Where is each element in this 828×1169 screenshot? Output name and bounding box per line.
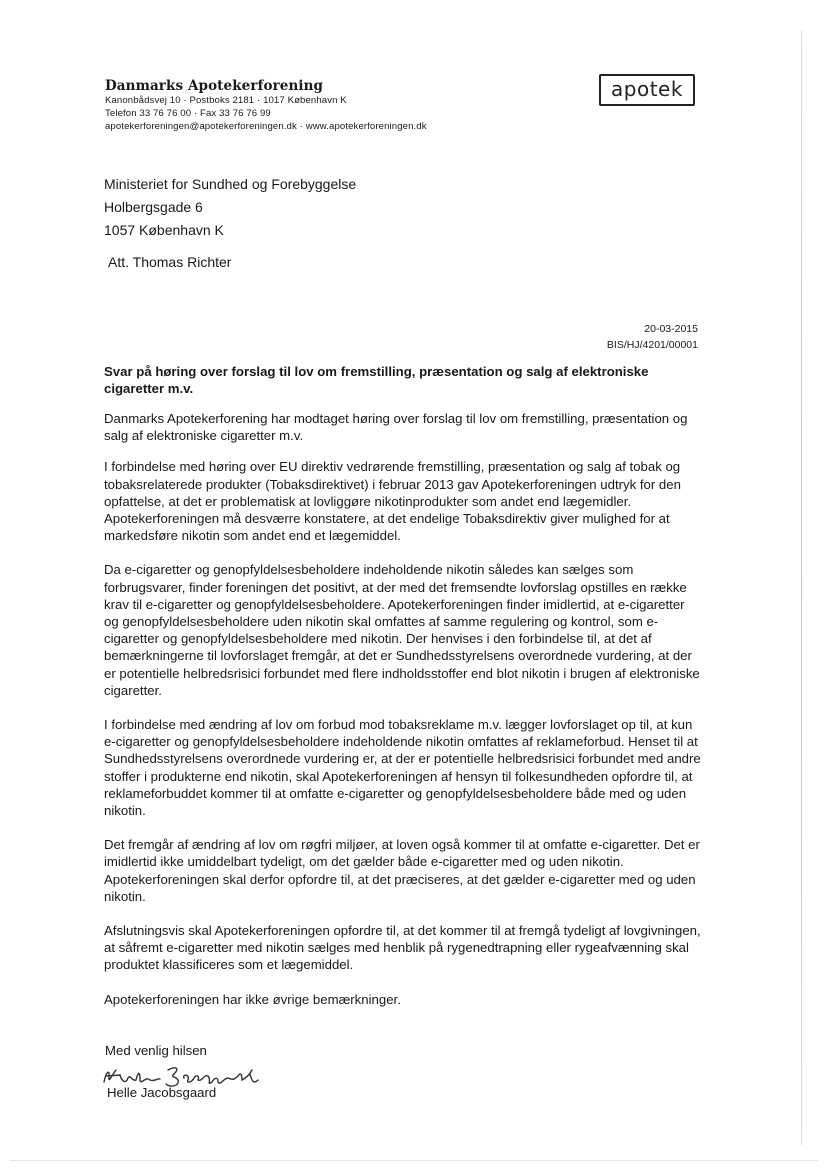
- body-paragraph: Apotekerforeningen har ikke øvrige bemærkninger.: [104, 991, 401, 1007]
- sender-address: Kanonbådsvej 10 · Postboks 2181 · 1017 København K: [105, 95, 347, 106]
- body-paragraph: Danmarks Apotekerforening har modtaget høring over forslag til lov om fremstilling, præsentation og salg af elektroniske cigaretter m.v.: [104, 411, 688, 444]
- sender-contact: apotekerforeningen@apotekerforeningen.dk · www.apotekerforeningen.dk: [105, 121, 427, 132]
- recipient-address: [104, 173, 356, 242]
- sender-name: Danmarks Apotekerforening: [105, 78, 324, 94]
- body-paragraph: I forbindelse med ændring af lov om forbud mod tobaksreklame m.v. lægger lovforslaget op til, at kun e-cigaretter og genopfyldelsesbeholdere indeholdende nikotin omfattes af reklameforbud. Henset til at Sundhedsstyrelsens overordnede vurdering er, at der er potentielle helbredsrisici forbundet med andre stoffer i produkterne end nikotin, skal Apotekerforeningen af hensyn til folkesundheden opfordre til, at reklameforbuddet kommer til at omfatte e-cigaretter og genopfyldelsesbeholdere både med og uden nikotin.: [104, 717, 701, 819]
- apotek-logo: [599, 74, 695, 106]
- letter-body: [104, 410, 702, 1025]
- letter-date: 20-03-2015: [644, 323, 698, 335]
- logo-text: apotek: [611, 77, 683, 101]
- scan-edge: [10, 1160, 818, 1161]
- body-paragraph: Det fremgår af ændring af lov om røgfri miljøer, at loven også kommer til at omfatte e-cigaretter. Det er imidlertid ikke umiddelbart tydeligt, om det gælder både e-cigaretter med og uden nikotin. Apotekerforeningen skal derfor opfordre til, at det præciseres, at det gælder e-cigaretter med og uden nikotin.: [104, 837, 700, 904]
- body-paragraph: I forbindelse med høring over EU direktiv vedrørende fremstilling, præsentation og salg af tobak og tobaksrelaterede produkter (Tobaksdirektivet) i februar 2013 gav Apotekerforeningen udtryk for den opfattelse, at det er problematisk at lovliggøre nikotinprodukter som andet end lægemidler. Apotekerforeningen må desværre konstatere, at det endelige Tobaksdirektiv giver mulighed for at markedsføre nikotin som andet end et lægemiddel.: [104, 459, 681, 544]
- letter-subject: Svar på høring over forslag til lov om fremstilling, præsentation og salg af elektroniske cigaretter m.v.: [104, 364, 649, 396]
- letterhead: [105, 78, 427, 133]
- body-paragraph: Da e-cigaretter og genopfyldelsesbeholdere indeholdende nikotin således kan sælges som forbrugsvarer, finder foreningen det positivt, at der med det fremsendte lovforslag opstilles en række krav til e-cigaretter og genopfyldelsesbeholdere. Apotekerforeningen finder imidlertid, at e-cigaretter og genopfyldelsesbeholdere uden nikotin skal omfattes af samme regulering og kontrol, som e-cigaretter og genopfyldelsesbeholdere med nikotin. Der henvises i den forbindelse til, at det af bemærkningerne til lovforslaget fremgår, at det er Sundhedsstyrelsens overordnede vurdering, at der er potentielle helbredsrisici forbundet med flere indholdsstoffer end blot nikotin i brugen af elektroniske cigaretter.: [104, 562, 700, 698]
- recipient-line: Ministeriet for Sundhed og Forebyggelse: [104, 176, 357, 192]
- attention-line: Att. Thomas Richter: [108, 254, 232, 270]
- recipient-line: 1057 København K: [104, 222, 224, 238]
- scan-edge: [801, 30, 802, 1145]
- reference-block: [607, 321, 698, 353]
- body-paragraph: Afslutningsvis skal Apotekerforeningen opfordre til, at det kommer til at fremgå tydeligt af lovgivningen, at såfremt e-cigaretter med nikotin sælges med henblik på rygenedtrapning eller rygeafvænning skal produktet klassificeres som et lægemiddel.: [104, 923, 701, 973]
- recipient-line: Holbergsgade 6: [104, 199, 203, 215]
- reference-number: BIS/HJ/4201/00001: [606, 339, 698, 351]
- closing-salutation: Med venlig hilsen: [105, 1043, 207, 1058]
- signer-name: Helle Jacobsgaard: [107, 1085, 217, 1100]
- sender-phone: Telefon 33 76 76 00 · Fax 33 76 76 99: [105, 108, 271, 119]
